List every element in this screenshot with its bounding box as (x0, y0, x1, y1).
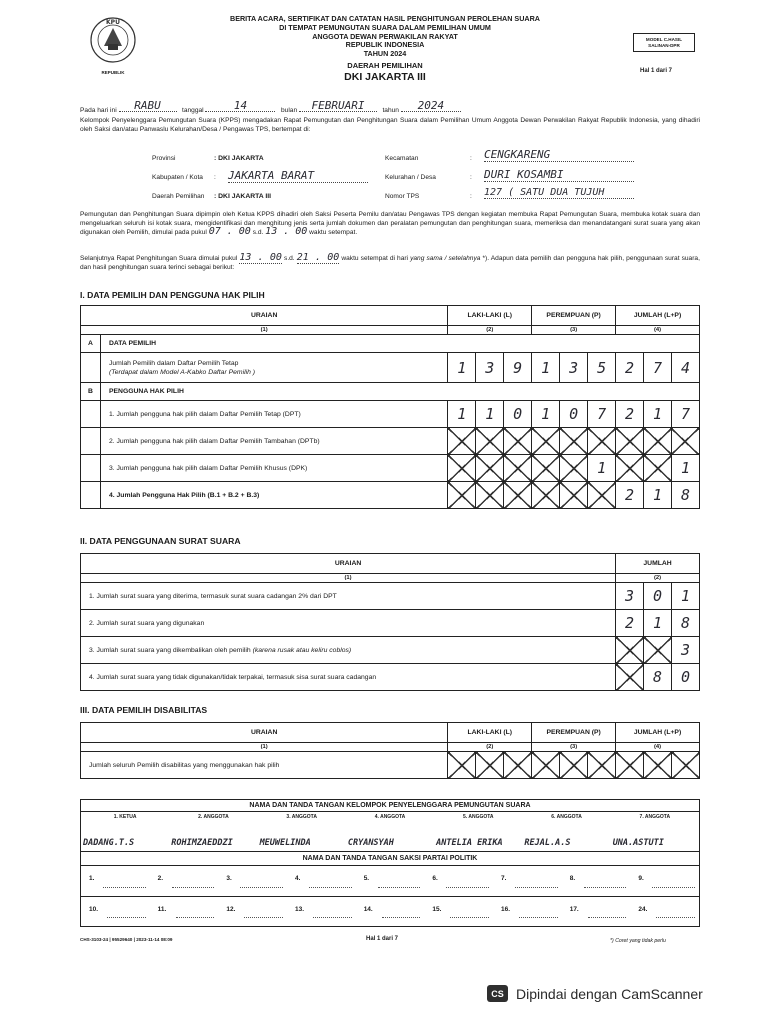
crossed-cell (588, 428, 616, 455)
kelurahan-value: DURI KOSAMBI (484, 168, 634, 182)
witness-slot (218, 897, 287, 926)
digit-cell: 1 (644, 482, 672, 509)
end-time: 13 . 00 (265, 226, 308, 238)
kpu-logo (86, 14, 140, 78)
dapil-value: : DKI JAKARTA III (214, 193, 272, 200)
witness-slot (562, 866, 631, 896)
camscanner-watermark (487, 985, 703, 1002)
kpps-member (258, 812, 346, 851)
col-index: (4) (616, 326, 700, 335)
tahun-label: tahun (382, 107, 399, 114)
witness-slot (81, 866, 150, 896)
col-index: (4) (616, 743, 700, 752)
role-label: 6. ANGGOTA (551, 814, 582, 820)
waktu-label: waktu setempat. (309, 229, 358, 237)
digit-cell: 7 (588, 401, 616, 428)
header-line: BERITA ACARA, SERTIFIKAT DAN CATATAN HASIL PENGHITUNGAN PEROLEHAN SUARA (230, 14, 540, 23)
witness-slot (218, 866, 287, 896)
ballot-usage-table (80, 553, 700, 691)
header-line: REPUBLIK INDONESIA (345, 40, 425, 50)
crossed-cell (671, 428, 699, 455)
witness-slot (356, 866, 425, 896)
crossed-cell (504, 752, 532, 779)
digit-cell: 0 (644, 583, 672, 610)
role-label: 2. ANGGOTA (198, 814, 229, 820)
table-row (81, 428, 700, 455)
col-perempuan: PEREMPUAN (P) (532, 723, 616, 743)
digit-cell: 3 (560, 353, 588, 383)
row-label: 2. Jumlah pengguna hak pilih dalam Daftar Pemilih Tambahan (DPTb) (100, 428, 447, 455)
crossed-cell (532, 752, 560, 779)
start-time: 07 . 00 (208, 226, 251, 238)
witness-slot (493, 897, 562, 926)
kecamatan-label: Kecamatan (385, 155, 419, 162)
member-name: MEUWELINDA (259, 838, 311, 848)
voter-data-table (80, 305, 700, 509)
crossed-cell (560, 482, 588, 509)
witness-number: 4. (295, 875, 301, 882)
row-label: 4. Jumlah Pengguna Hak Pilih (B.1 + B.2 + B.3) (100, 482, 447, 509)
digit-cell: 0 (504, 401, 532, 428)
witness-slot (287, 866, 356, 896)
tps-label: Nomor TPS (385, 193, 420, 200)
crossed-cell (504, 428, 532, 455)
crossed-cell (588, 752, 616, 779)
digit-cell: 7 (644, 353, 672, 383)
row-label: 2. Jumlah surat suara yang digunakan (81, 610, 616, 637)
digit-cell: 1 (644, 401, 672, 428)
witness-slot (81, 897, 150, 926)
witness-number: 15. (432, 906, 442, 913)
witness-number: 11. (157, 906, 167, 913)
witness-number: 3. (226, 875, 232, 882)
region-value: DKI JAKARTA III (344, 70, 426, 83)
witness-number: 2. (157, 875, 164, 882)
digit-cell: 4 (671, 353, 699, 383)
col-jumlah: JUMLAH (L+P) (616, 306, 700, 326)
role-label: 3. ANGGOTA (286, 814, 317, 820)
section-1-title: I. DATA PEMILIH DAN PENGGUNA HAK PILIH (80, 290, 265, 300)
counting-end: 21 . 00 (296, 252, 340, 263)
camscanner-label: Dipindai dengan CamScanner (516, 985, 703, 1002)
crossed-cell (448, 455, 476, 482)
provinsi-value: : DKI JAKARTA (214, 155, 264, 162)
col-uraian: URAIAN (81, 306, 448, 326)
crossed-cell (504, 482, 532, 509)
tps-value: 127 ( SATU DUA TUJUH (484, 187, 634, 199)
row-label: 3. Jumlah pengguna hak pilih dalam Daftar Pemilih Khusus (DPK) (100, 455, 447, 482)
row-group-title: DATA PEMILIH (100, 335, 699, 353)
digit-cell: 1 (588, 455, 616, 482)
witness-number: 13. (295, 906, 305, 913)
table-row (81, 664, 700, 691)
digit-cell: 9 (504, 353, 532, 383)
crossed-cell (532, 482, 560, 509)
footer-page: Hal 1 dari 7 (366, 936, 399, 942)
disability-table (80, 722, 700, 779)
procedure-paragraph (80, 211, 700, 238)
witness-row (81, 896, 699, 926)
logo-ring-text: KPU (106, 19, 120, 26)
crossed-cell (560, 428, 588, 455)
witness-signature-title: NAMA DAN TANDA TANGAN SAKSI PARTAI POLITIK (81, 852, 699, 866)
witness-slot (150, 866, 219, 896)
kpps-signature-title: NAMA DAN TANDA TANGAN KELOMPOK PENYELENGGARA PEMUNGUTAN SUARA (81, 800, 699, 812)
member-name: ROHIMZAEDDZI (171, 838, 233, 848)
witness-number: 12. (226, 906, 236, 913)
digit-cell: 3 (672, 637, 700, 664)
digit-cell: 2 (616, 610, 644, 637)
witness-number: 7. (501, 875, 507, 882)
digit-cell: 0 (672, 664, 700, 691)
a1-note: (Terdapat dalam Model A-Kabko Daftar Pemilih ) (108, 368, 256, 376)
digit-cell: 1 (671, 455, 699, 482)
crossed-cell (504, 455, 532, 482)
row-label (100, 353, 447, 383)
col-laki: LAKI-LAKI (L) (448, 306, 532, 326)
digit-cell: 1 (672, 583, 700, 610)
member-name: REJAL.A.S (524, 838, 571, 848)
crossed-cell (616, 664, 644, 691)
counting-paragraph (80, 254, 700, 272)
crossed-cell (532, 428, 560, 455)
witness-number: 14. (363, 906, 373, 913)
row-note: (karena rusak atau keliru coblos) (252, 646, 352, 654)
crossed-cell (560, 455, 588, 482)
kpps-member (611, 812, 699, 851)
row-letter: B (81, 383, 101, 401)
crossed-cell (476, 455, 504, 482)
header-line: ANGGOTA DEWAN PERWAKILAN RAKYAT (312, 31, 458, 41)
counting-middle: waktu setempat di hari (341, 255, 409, 262)
row-label: 1. Jumlah pengguna hak pilih dalam Daftar Pemilih Tetap (DPT) (100, 401, 447, 428)
kpps-member (169, 812, 257, 851)
section-2-title: II. DATA PENGGUNAAN SURAT SUARA (80, 536, 241, 546)
col-perempuan: PEREMPUAN (P) (532, 306, 616, 326)
witness-slot (493, 866, 562, 896)
digit-cell: 8 (671, 482, 699, 509)
col-index: (2) (616, 574, 700, 583)
col-jumlah: JUMLAH (616, 554, 700, 574)
kpps-member (522, 812, 610, 851)
witness-slot (287, 897, 356, 926)
col-uraian: URAIAN (81, 554, 616, 574)
crossed-cell (644, 637, 672, 664)
bulan-label: bulan (280, 107, 298, 114)
witness-number: 10. (89, 906, 99, 913)
witness-number: 8. (569, 875, 576, 882)
model-box (633, 33, 695, 52)
document-header (180, 15, 590, 83)
table-row (81, 353, 700, 383)
witness-number: 6. (432, 875, 438, 882)
digit-cell: 5 (588, 353, 616, 383)
row-label: 1. Jumlah surat suara yang diterima, termasuk surat suara cadangan 2% dari DPT (81, 583, 616, 610)
crossed-cell (644, 455, 672, 482)
bulan-value: FEBRUARI (311, 99, 365, 112)
row-label: 4. Jumlah surat suara yang tidak digunakan/tidak terpakai, termasuk sisa surat suara cadangan (81, 664, 616, 691)
digit-cell: 2 (616, 353, 644, 383)
footer-note: *) Coret yang tidak perlu (610, 938, 666, 944)
witness-slot (356, 897, 425, 926)
digit-cell: 1 (532, 401, 560, 428)
member-name: UNA.ASTUTI (612, 838, 664, 848)
kelurahan-label: Kelurahan / Desa (385, 174, 436, 181)
crossed-cell (448, 428, 476, 455)
camscanner-icon: CS (487, 985, 508, 1002)
provinsi-label: Provinsi (152, 155, 176, 162)
kecamatan-value: CENGKARENG (484, 148, 634, 162)
crossed-cell (616, 428, 644, 455)
col-index: (1) (81, 326, 448, 335)
witness-slot (424, 866, 493, 896)
row-group-title: PENGGUNA HAK PILIH (100, 383, 699, 401)
table-row (81, 610, 700, 637)
procedure-text: Pemungutan dan Penghitungan Suara dipimpin oleh Ketua KPPS dihadiri oleh Saksi Peserta Pemilu dan/atau Pengawas TPS dengan kegiatan membuka Rapat Pemungutan Suara, membuka kotak suara dan mengeluarkan seluruh isi kotak suara, mengidentifikasi dan menghitung jenis serta jumlah dokumen dan peralatan pemungutan dan penghitungan suara, memeriksa dan menandatangani surat suara yang akan digunakan oleh Pemilih, dimulai pada pukul (80, 211, 700, 237)
row-label: Jumlah seluruh Pemilih disabilitas yang menggunakan hak pilih (81, 752, 448, 779)
table-row (81, 752, 700, 779)
crossed-cell (588, 482, 616, 509)
digit-cell: 1 (476, 401, 504, 428)
witness-slot (424, 897, 493, 926)
counting-italic: yang sama / setelahnya (410, 255, 481, 262)
intro-paragraph: Kelompok Penyelenggara Pemungutan Suara (KPPS) mengadakan Rapat Pemungutan dan Penghitungan Suara dalam Pemilihan Umum Anggota Dewan Perwakilan Rakyat Republik Indonesia, yang dihadiri oleh Saksi dan/atau Panwaslu Kelurahan/Desa / Pengawas TPS, bertempat di: (80, 117, 700, 133)
table-row (81, 401, 700, 428)
digit-cell: 7 (671, 401, 699, 428)
a1-text: Jumlah Pemilih dalam Daftar Pemilih Tetap (108, 359, 239, 367)
witness-number: 24. (638, 906, 648, 913)
col-index: (2) (448, 326, 532, 335)
witness-number: 5. (363, 875, 370, 882)
counting-prefix: Selanjutnya Rapat Penghitungan Suara dimulai pukul (80, 255, 238, 262)
counting-suffix: *). Adapun data pemilih dan pengguna hak pilih, penggunaan surat suara, dan hasil penghitungan suara terinci sebagai berikut: (80, 255, 700, 271)
row-label (81, 637, 616, 664)
crossed-cell (476, 428, 504, 455)
digit-cell: 1 (644, 610, 672, 637)
witness-row (81, 866, 699, 896)
table-row (81, 482, 700, 509)
col-index: (1) (81, 574, 616, 583)
witness-number: 9. (638, 875, 644, 882)
counting-start: 13 . 00 (239, 252, 282, 263)
col-uraian: URAIAN (81, 723, 448, 743)
member-name: ANTELIA ERIKA (436, 838, 503, 848)
digit-cell: 8 (672, 610, 700, 637)
member-name: CRYANSYAH (347, 838, 394, 848)
digit-cell: 2 (616, 401, 644, 428)
crossed-cell (616, 637, 644, 664)
crossed-cell (644, 752, 672, 779)
col-laki: LAKI-LAKI (L) (448, 723, 532, 743)
role-label: 1. KETUA (113, 814, 137, 820)
kpps-member (346, 812, 434, 851)
header-line: DI TEMPAT PEMUNGUTAN SUARA DALAM PEMILIHAN UMUM (279, 22, 491, 32)
col-index: (1) (81, 743, 448, 752)
col-index: (2) (448, 743, 532, 752)
tahun-value: 2024 (417, 99, 445, 112)
crossed-cell (532, 455, 560, 482)
col-index: (3) (532, 743, 616, 752)
digit-cell: 1 (448, 353, 476, 383)
page-number: Hal 1 dari 7 (640, 68, 673, 74)
col-index: (3) (532, 326, 616, 335)
document-page: KPU REPUBLIK BERITA ACARA, SERTIFIKAT DAN CATATAN HASIL PENGHITUNGAN PEROLEHAN SUARA DI TEMPAT PEMUNGUTAN SUARA DALAM PEMILIHAN UMUM ANGGOTA DEWAN PERWAKILAN RAKYAT REPUBLIK INDONESIA TAHUN 2024 DAERAH PEMILIHAN DKI JAKARTA III MODEL C.HASIL SALINAN-DPR Hal 1 dari 7 Pada hari ini RABU tanggal 14 bulan FEBRUARI tahun 2024 Kelompok Penyelenggara Pemungutan Suara (KPPS) mengadakan Rapat Pemungutan dan Penghitungan Suara dalam Pemilihan Umum Anggota Dewan Perwakilan Rakyat Republik Indonesia, yang dihadiri oleh Saksi dan/atau Panwaslu Kelurahan/Desa / Pengawas TPS, bertempat di: Provinsi : DKI JAKARTA Kabupaten / Kota : JAKARTA BARAT Daerah Pemilihan : DKI JAKARTA III Kecamatan : CENGKARENG Kelurahan / Desa : DURI KOSAMBI Nomor TPS : 127 ( SATU DUA TUJUH Pemungutan dan Penghitungan Suara dipimpin oleh Ketua KPPS dihadiri oleh Saksi Peserta Pemilu dan/atau Pengawas TPS dengan kegiatan membuka Rapat Pemungutan Suara, membuka kotak suara dan mengeluarkan seluruh isi kotak suara, mengidentifikasi dan menghitung jenis serta jumlah dokumen dan peralatan pemungutan dan penghitungan suara, memeriksa dan menandatangani surat suara yang akan digunakan oleh Pemilih, dimulai pada pukul 07 . 00 s.d. 13 . 00 waktu setempat. Selanjutnya Rapat Penghitungan Suara dimulai pukul 13 . 00 s.d. 21 . 00 waktu setempat di hari yang sama / setelahnya *). Adapun data pemilih dan pengguna hak pilih, penggunaan surat suara, dan hasil penghitungan suara terinci sebagai berikut: I. DATA PEMILIH DAN PENGGUNA HAK PILIH URAIAN LAKI-LAKI (L) PEREMPUAN (P) JUMLAH (L+P) (1) (2) (3) (4) A DATA PEMILIH Jumlah Pemilih dalam Daftar Pemilih Tetap (Terdapat dalam Model A-Kabko Daftar Pemilih ) 1 3 9 1 3 5 2 7 4 B PENGGUNA HAK PILIH 1. Jumlah pengguna hak pilih dalam Daftar Pemilih Tetap (DPT) 1 1 0 1 0 7 2 1 7 2. Jumlah pengguna hak pilih dalam Daftar Pemilih Tambahan (DPTb) 3. Jumlah pengguna hak pilih dalam Daftar Pemilih Khusus (DPK) 1 1 4. Jumlah Pengguna Hak Pilih (B.1 + B.2 + B.3) 2 1 8 II. DATA PENGGUNAAN SURAT SUARA URAIAN JUMLAH (1) (2) 1. Jumlah surat suara yang diterima, termasuk surat suara cadangan 2% dari DPT 3 0 1 2. Jumlah surat suara yang digunakan 2 1 8 3. Jumlah surat suara yang dikembalikan oleh pemilih (karena rusak atau keliru coblos) 3 4. Jumlah surat suara yang tidak digunakan/tidak terpakai, termasuk sisa surat suara cadangan 8 0 III. DATA PEMILIH DISABILITAS URAIAN LAKI-LAKI (L) PEREMPUAN (P) JUMLAH (L+P) (1) (2) (3) (4) Jumlah seluruh Pemilih disabilitas yang menggunakan hak pilih NAMA DAN TANDA TANGAN KELOMPOK PENYELENGGARA PEMUNGUTAN SUARA 1. KETUA DADANG.T.S 2. ANGGOTA ROHIMZAEDDZI 3. ANGGOTA MEUWELINDA 4. ANGGOTA CRYANSYAH 5. ANGGOTA ANTELIA ERIKA 6. ANGGOTA REJAL.A.S 7. ANGGOTA UNA.ASTUTI NAMA DAN TANDA TANGAN SAKSI PARTAI POLITIK 1. 2. 3. 4. 5. 6. 7. 8. 9. 10. 11. 12. 13. 14. 15. 16. 17. 24. CHS-3103-24 | 95529640 | 2023-11-14 08:09 Hal 1 dari 7 *) Coret yang tidak perlu CS Dipindai dengan CamScanner (80, 14, 703, 1002)
tanggal-value: 14 (233, 99, 248, 112)
kpps-member (81, 812, 169, 851)
crossed-cell (616, 752, 644, 779)
witness-number: 17. (569, 906, 579, 913)
table-row (81, 583, 700, 610)
crossed-cell (476, 482, 504, 509)
witness-slot (630, 866, 699, 896)
col-jumlah: JUMLAH (L+P) (616, 723, 700, 743)
digit-cell: 2 (616, 482, 644, 509)
digit-cell: 0 (560, 401, 588, 428)
model-line: SALINAN-DPR (648, 43, 680, 48)
witness-number: 16. (501, 906, 511, 913)
model-line: MODEL C.HASIL (645, 37, 683, 42)
date-line (80, 99, 461, 115)
digit-cell: 1 (448, 401, 476, 428)
day-value: RABU (134, 99, 161, 112)
crossed-cell (448, 752, 476, 779)
table-row (81, 637, 700, 664)
digit-cell: 3 (616, 583, 644, 610)
crossed-cell (672, 752, 700, 779)
header-line: TAHUN 2024 (363, 49, 407, 59)
section-3-title: III. DATA PEMILIH DISABILITAS (80, 705, 208, 715)
witness-slot (562, 897, 631, 926)
table-row (81, 455, 700, 482)
sd-label: s.d. (252, 229, 264, 237)
witness-slot (150, 897, 219, 926)
region-label: DAERAH PEMILIHAN (347, 60, 423, 70)
kpps-member (434, 812, 522, 851)
witness-slot (630, 897, 699, 926)
digit-cell: 1 (532, 353, 560, 383)
crossed-cell (616, 455, 644, 482)
digit-cell: 3 (476, 353, 504, 383)
dapil-label: Daerah Pemilihan (152, 193, 205, 200)
crossed-cell (560, 752, 588, 779)
witness-number: 1. (89, 875, 95, 882)
row-text: 3. Jumlah surat suara yang dikembalikan oleh pemilih (89, 646, 251, 654)
date-label: Pada hari ini (80, 107, 117, 114)
row-letter: A (81, 335, 101, 353)
crossed-cell (448, 482, 476, 509)
role-label: 4. ANGGOTA (374, 814, 406, 820)
crossed-cell (644, 428, 672, 455)
role-label: 5. ANGGOTA (462, 814, 494, 820)
kabkota-label: Kabupaten / Kota (152, 174, 203, 181)
kpps-roles (81, 812, 699, 852)
signature-block (80, 799, 700, 927)
digit-cell: 8 (644, 664, 672, 691)
member-name: DADANG.T.S (83, 838, 135, 848)
crossed-cell (476, 752, 504, 779)
tanggal-label: tanggal (182, 107, 204, 114)
role-label: 7. ANGGOTA (639, 814, 671, 820)
logo-subtitle: REPUBLIK (101, 70, 125, 75)
footer-code: CHS-3103-24 | 95529640 | 2023-11-14 08:09 (80, 937, 173, 942)
sd-label: s.d. (284, 255, 295, 262)
kabkota-value: JAKARTA BARAT (228, 169, 368, 183)
